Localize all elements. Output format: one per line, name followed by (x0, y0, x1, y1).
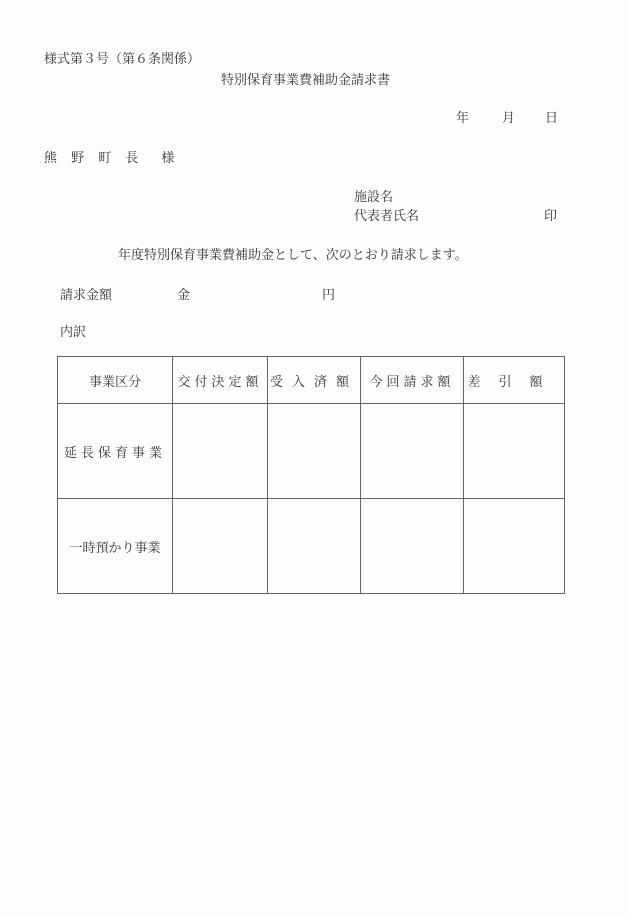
date-year-label: 年 (456, 111, 470, 126)
claim-amount-label: 請求金額 (60, 288, 113, 303)
seal-mark: 印 (544, 209, 558, 224)
representative-name-label: 代表者氏名 (354, 209, 420, 224)
header-received-amount: 受入済額 (268, 357, 361, 404)
table-row (58, 404, 565, 499)
breakdown-label: 内訳 (60, 325, 87, 340)
header-grant-decision-amount: 交付決定額 (173, 357, 268, 404)
row-category: 一時預かり事業 (58, 499, 173, 594)
received-amount-cell[interactable] (268, 404, 361, 499)
balance-amount-cell[interactable] (464, 404, 565, 499)
header-current-claim-amount: 今回請求額 (361, 357, 464, 404)
form-number: 様式第３号（第６条関係） (44, 52, 201, 67)
balance-amount-cell[interactable] (464, 499, 565, 594)
date-day-label: 日 (545, 111, 559, 126)
claim-amount-prefix: 金 (177, 288, 191, 303)
grant-decision-amount-cell[interactable] (173, 404, 268, 499)
request-statement: 年度特別保育事業費補助金として、次のとおり請求します。 (118, 248, 468, 263)
table-header-row (58, 357, 565, 404)
header-balance-amount: 差引額 (464, 357, 565, 404)
document-title: 特別保育事業費補助金請求書 (221, 73, 391, 88)
addressee: 熊 野 町 長 様 (44, 151, 180, 166)
breakdown-table (57, 356, 565, 594)
claim-amount-unit: 円 (322, 288, 336, 303)
grant-decision-amount-cell[interactable] (173, 499, 268, 594)
date-line (456, 112, 558, 125)
current-claim-amount-cell[interactable] (361, 499, 464, 594)
facility-name-label: 施設名 (354, 190, 394, 205)
table-row (58, 499, 565, 594)
date-month-label: 月 (502, 111, 516, 126)
received-amount-cell[interactable] (268, 499, 361, 594)
current-claim-amount-cell[interactable] (361, 404, 464, 499)
header-category: 事業区分 (58, 357, 173, 404)
row-category: 延長保育事業 (58, 404, 173, 499)
